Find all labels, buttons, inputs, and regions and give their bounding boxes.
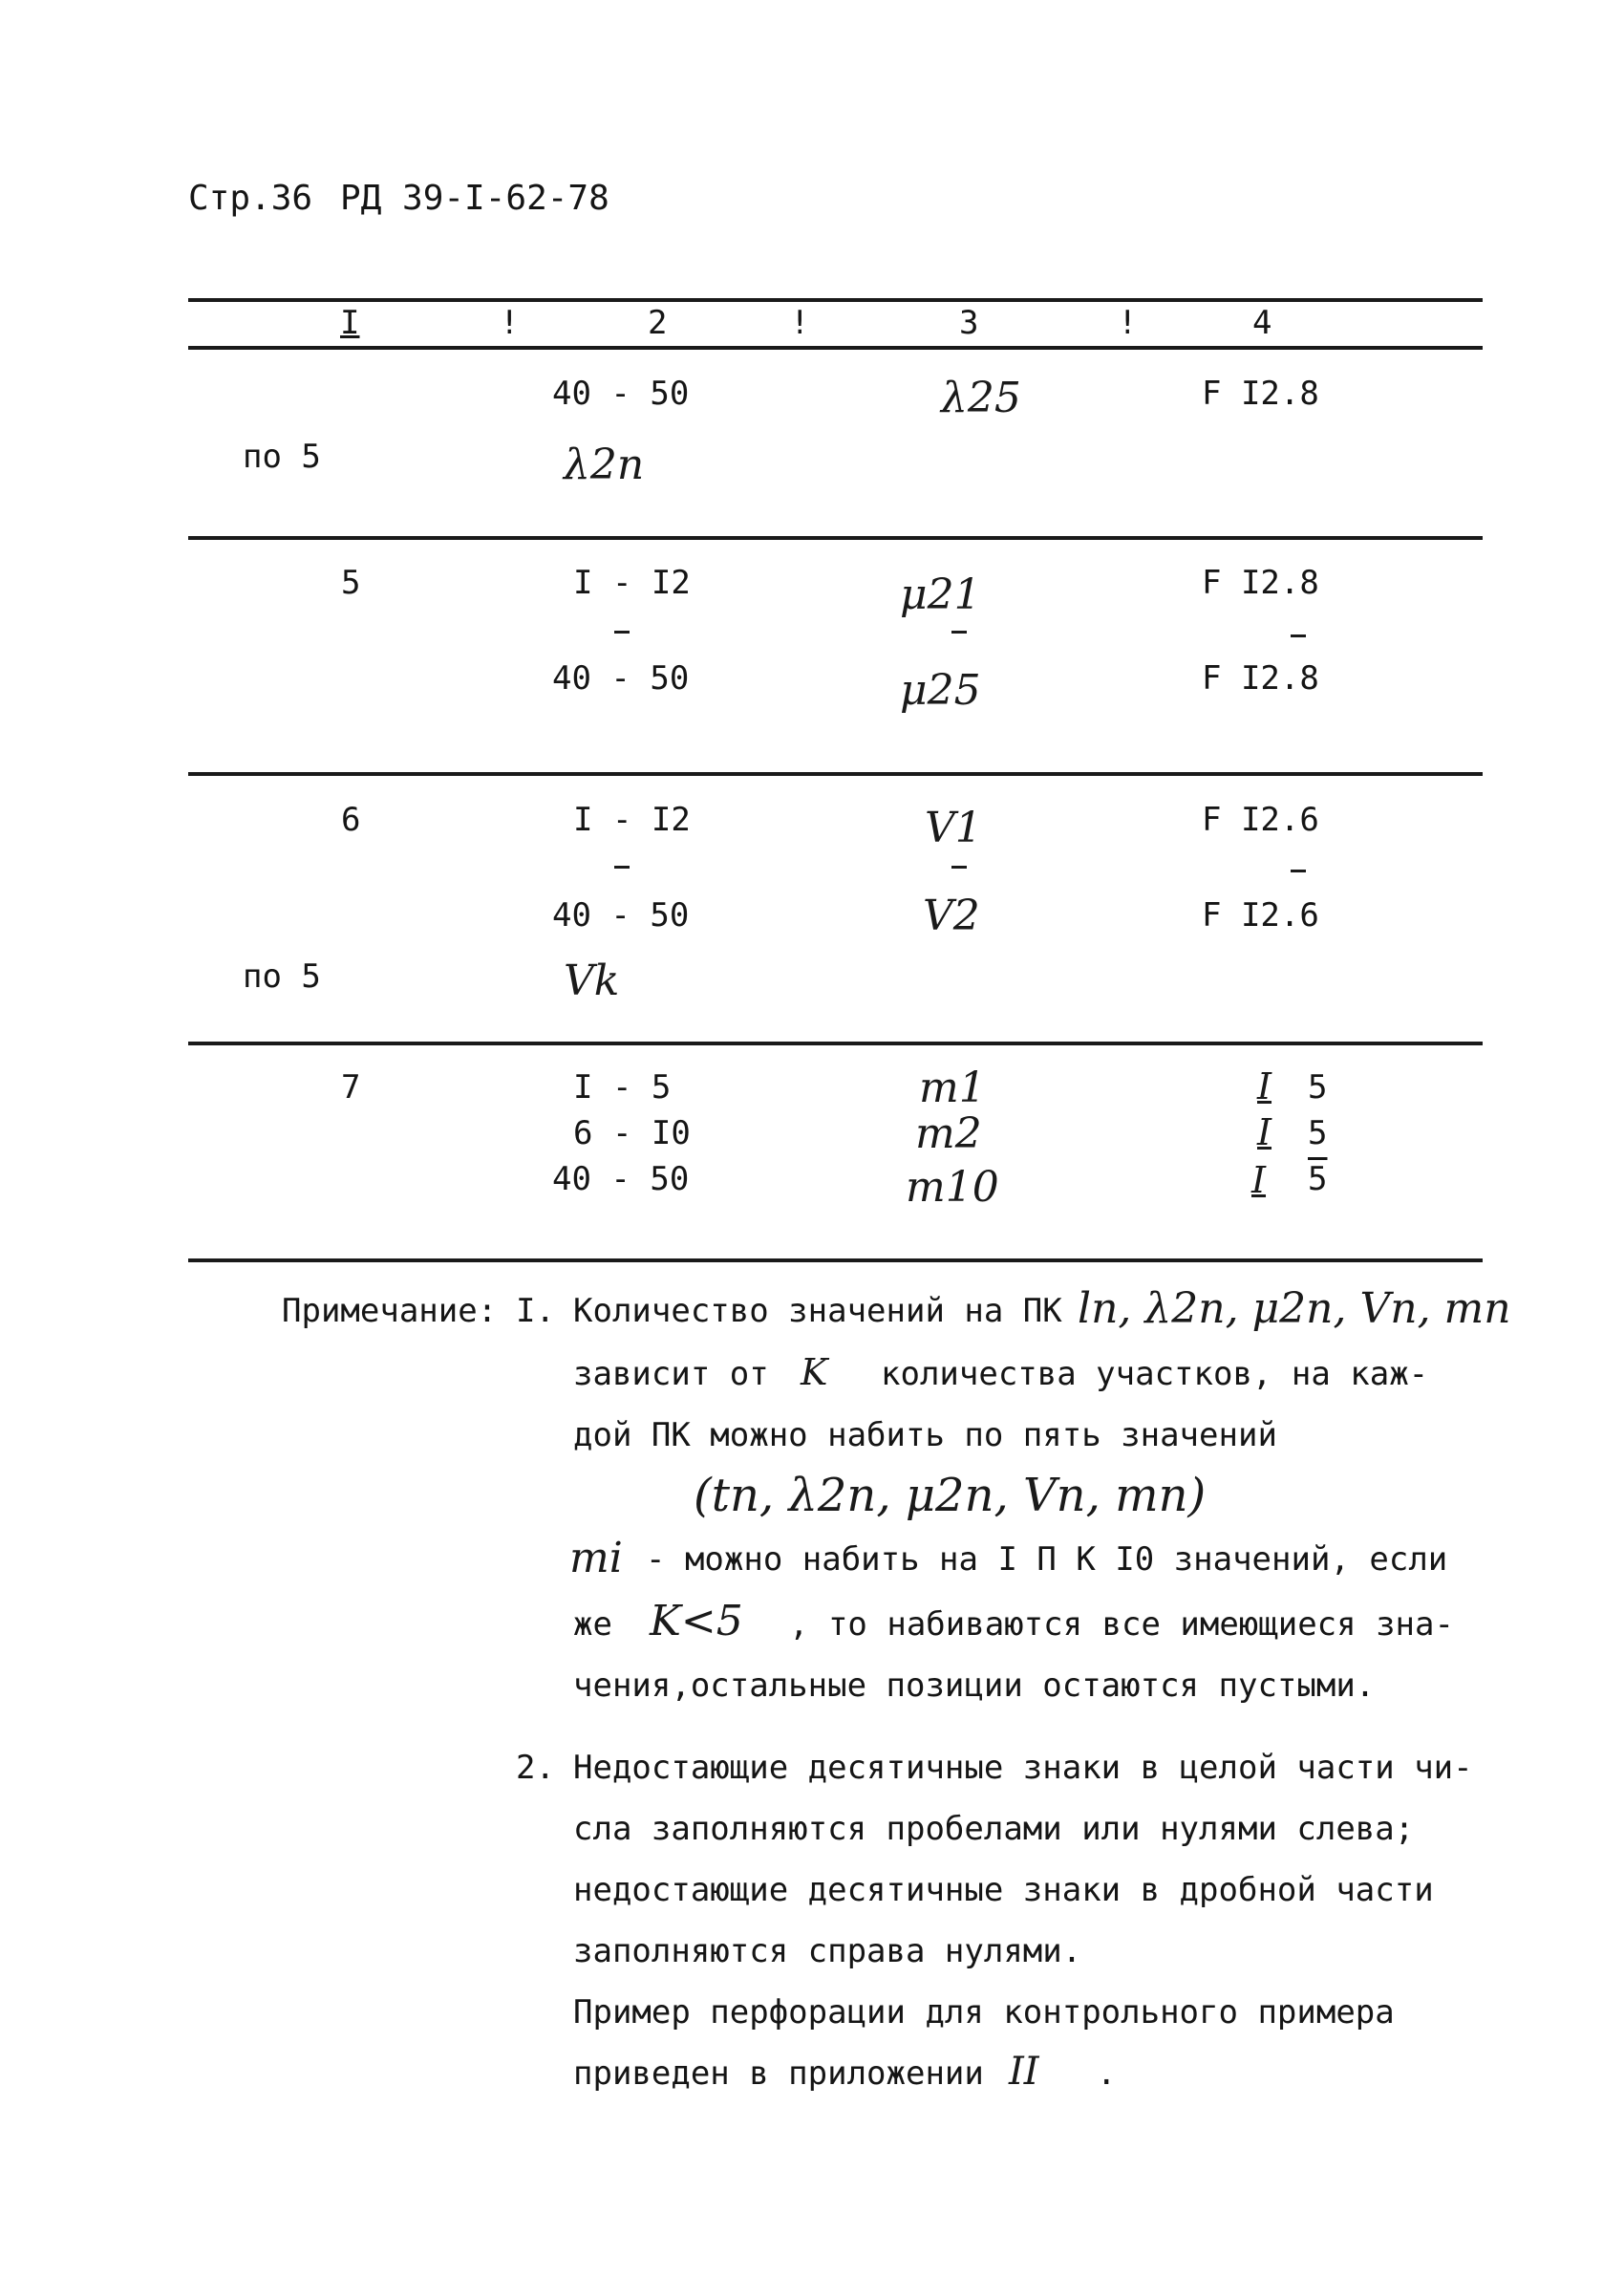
cell-format-width: 5: [1308, 1068, 1328, 1107]
column-separator: !: [500, 304, 520, 342]
cell-symbol: m1: [919, 1064, 986, 1112]
cell-repeat: по 5: [243, 438, 321, 476]
cell-range: 40 - 50: [552, 896, 690, 935]
note-2-line-2: сла заполняются пробелами или нулями слева;: [573, 1810, 1415, 1848]
note-2-line-6b: .: [1097, 2054, 1117, 2093]
cell-range: I - I2: [573, 564, 691, 602]
cell-symbol: μ25: [900, 666, 981, 715]
cell-range: I - I2: [573, 801, 691, 839]
cell-format-width: 5: [1308, 1114, 1328, 1152]
continuation-dash: [951, 631, 967, 634]
note-1-number: I.: [516, 1292, 555, 1330]
cell-format-width: 5: [1308, 1160, 1328, 1198]
table-top-rule: [188, 298, 1483, 302]
cell-symbol: V1: [925, 804, 982, 852]
cell-format: F I2.8: [1202, 564, 1319, 602]
notes-label: Примечание:: [282, 1292, 498, 1330]
cell-format-letter: I: [1257, 1065, 1272, 1107]
continuation-dash: [614, 631, 630, 634]
cell-range: 6 - I0: [573, 1114, 691, 1152]
cell-repeat: по 5: [243, 957, 321, 996]
note-1-formula: ln, λ2n, μ2n, Vn, mn: [1078, 1284, 1511, 1333]
cell-symbol: m10: [906, 1163, 999, 1212]
note-1-line-5: - можно набить на I П К I0 значений, если: [646, 1540, 1448, 1579]
group-divider-3: [188, 1042, 1483, 1045]
cell-number: 5: [341, 564, 361, 602]
note-2-line-4: заполняются справа нулями.: [573, 1932, 1082, 1970]
cell-format: F I2.8: [1202, 659, 1319, 698]
continuation-dash: [1291, 634, 1306, 637]
cell-format: F I2.8: [1202, 375, 1319, 413]
continuation-dash: [1291, 870, 1306, 872]
group-divider-1: [188, 536, 1483, 540]
cell-range: 40 - 50: [552, 375, 690, 413]
group-divider-2: [188, 772, 1483, 776]
cell-symbol: λ2n: [564, 441, 645, 489]
appendix-reference: II: [1009, 2050, 1039, 2094]
cell-symbol: Vk: [564, 957, 620, 1005]
column-header-4: 4: [1252, 304, 1272, 342]
cell-number: 7: [341, 1068, 361, 1107]
note-1-m-symbol: mi: [569, 1534, 623, 1582]
note-1-line-6a: же: [573, 1605, 612, 1644]
page-number: Стр.36: [188, 179, 313, 218]
cell-number: 6: [341, 801, 361, 839]
note-1-condition: K<5: [650, 1597, 743, 1645]
note-1-line-6b: , то набиваются все имеющиеся зна-: [789, 1605, 1454, 1644]
cell-range: 40 - 50: [552, 659, 690, 698]
note-1-line-7: чения,остальные позиции остаются пустыми.: [573, 1666, 1376, 1705]
cell-format: F I2.6: [1202, 801, 1319, 839]
table-header-rule: [188, 346, 1483, 350]
continuation-dash: [614, 866, 630, 869]
note-2-line-6a: приведен в приложении: [573, 2054, 984, 2093]
note-2-number: 2.: [516, 1749, 555, 1787]
column-header-3: 3: [959, 304, 979, 342]
note-1-line-2a: зависит от: [573, 1355, 769, 1393]
note-1-k: K: [801, 1351, 828, 1393]
note-1-line-3: дой ПК можно набить по пять значений: [573, 1416, 1277, 1454]
cell-symbol: m2: [915, 1109, 982, 1158]
note-2-line-1: Недостающие десятичные знаки в целой части чи-: [573, 1749, 1473, 1787]
document-code: РД 39-I-62-78: [340, 179, 609, 218]
table-bottom-rule: [188, 1258, 1483, 1262]
continuation-dash: [951, 866, 967, 869]
cell-range: I - 5: [573, 1068, 672, 1107]
cell-format-letter: I: [1251, 1159, 1267, 1201]
column-separator: !: [1118, 304, 1138, 342]
note-1-line-1: Количество значений на ПК: [573, 1292, 1062, 1330]
cell-symbol: λ25: [941, 374, 1021, 422]
cell-format: F I2.6: [1202, 896, 1319, 935]
cell-format-letter: I: [1257, 1111, 1272, 1153]
note-1-formula-list: (tn, λ2n, μ2n, Vn, mn): [694, 1469, 1207, 1522]
cell-range: 40 - 50: [552, 1160, 690, 1198]
note-1-line-2b: количества участков, на каж-: [881, 1355, 1429, 1393]
cell-symbol: V2: [923, 892, 980, 940]
note-2-line-3: недостающие десятичные знаки в дробной части: [573, 1871, 1434, 1909]
column-separator: !: [790, 304, 810, 342]
cell-symbol: μ21: [900, 570, 981, 619]
column-header-1: I: [340, 304, 360, 342]
note-2-line-5: Пример перфорации для контрольного примера: [573, 1993, 1395, 2032]
column-header-2: 2: [648, 304, 668, 342]
